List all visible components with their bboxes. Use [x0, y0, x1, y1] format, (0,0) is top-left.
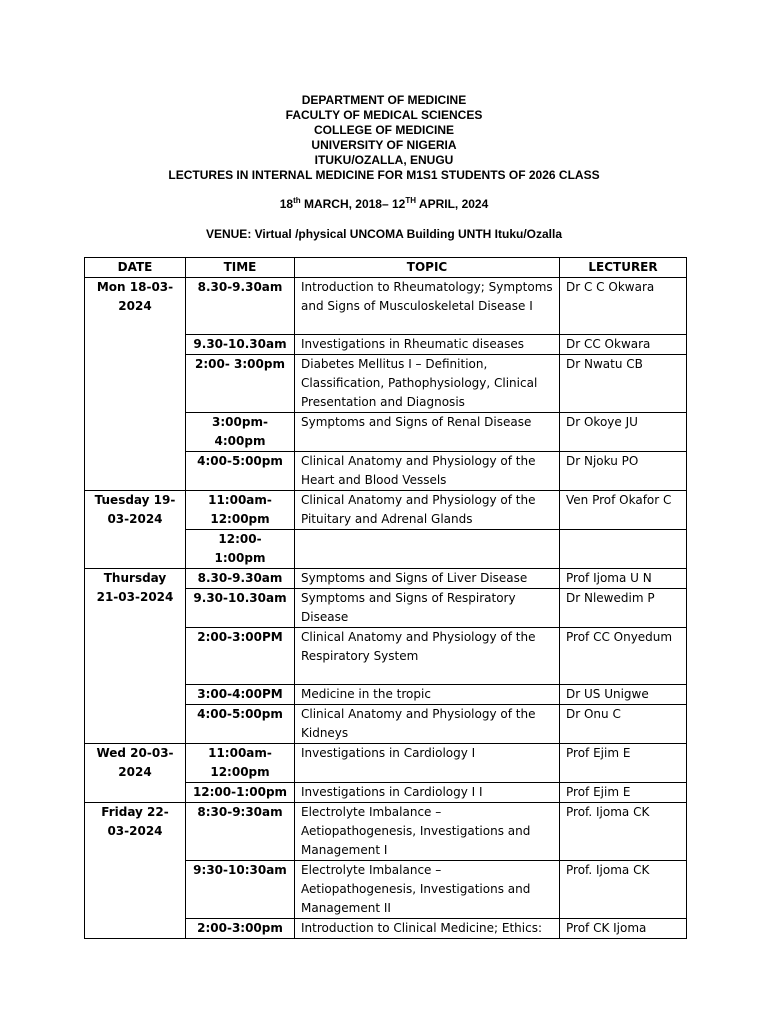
table-row: [85, 569, 687, 589]
time-cell: 2:00-3:00pm: [186, 919, 295, 939]
time-cell: 12:00-1:00pm: [186, 783, 295, 803]
topic-cell: Introduction to Clinical Medicine; Ethics:: [295, 919, 560, 939]
topic-cell: Electrolyte Imbalance – Aetiopathogenesis, Investigations and Management II: [295, 861, 560, 919]
time-cell: 2:00-3:00PM: [186, 628, 295, 685]
lecturer-cell: Dr CC Okwara: [560, 335, 687, 355]
start-day: 18: [279, 197, 294, 211]
table-row: [85, 803, 687, 861]
time-cell: 8.30-9.30am: [186, 569, 295, 589]
lecturer-cell: Prof Ejim E: [560, 783, 687, 803]
time-cell: 8:30-9:30am: [186, 803, 295, 861]
time-cell: 9.30-10.30am: [186, 335, 295, 355]
lecturer-cell: Prof Ijoma U N: [560, 569, 687, 589]
time-cell: 3:00pm-4:00pm: [186, 413, 295, 452]
lecturer-cell: Dr C C Okwara: [560, 278, 687, 335]
location-title: ITUKU/OZALLA, ENUGU: [314, 153, 454, 167]
topic-cell: Symptoms and Signs of Renal Disease: [295, 413, 560, 452]
schedule-body: [85, 278, 687, 939]
lecturer-cell: Dr Okoye JU: [560, 413, 687, 452]
faculty-title: FACULTY OF MEDICAL SCIENCES: [285, 108, 483, 122]
topic-cell: Investigations in Cardiology I I: [295, 783, 560, 803]
lecturer-cell: Dr Nlewedim P: [560, 589, 687, 628]
lecturer-cell: Prof CK Ijoma: [560, 919, 687, 939]
table-header-row: [85, 258, 687, 278]
time-cell: 12:00- 1:00pm: [186, 530, 295, 569]
time-cell: 3:00-4:00PM: [186, 685, 295, 705]
lecturer-cell: Prof Ejim E: [560, 744, 687, 783]
date-cell: Thursday 21-03-2024: [85, 569, 186, 744]
time-cell: 8.30-9.30am: [186, 278, 295, 335]
date-cell: Mon 18-03-2024: [85, 278, 186, 491]
lecturer-cell: Dr Nwatu CB: [560, 355, 687, 413]
start-month-end-day: MARCH, 2018– 12: [300, 197, 406, 211]
date-range: [0, 196, 768, 211]
date-cell: Friday 22-03-2024: [85, 803, 186, 939]
lecturer-cell: Dr Njoku PO: [560, 452, 687, 491]
time-cell: 11:00am-12:00pm: [186, 491, 295, 530]
topic-cell: Investigations in Cardiology I: [295, 744, 560, 783]
document-header: [0, 93, 768, 183]
college-title: COLLEGE OF MEDICINE: [313, 123, 454, 137]
time-cell: 4:00-5:00pm: [186, 452, 295, 491]
column-header-date: DATE: [85, 258, 186, 278]
topic-cell: [295, 530, 560, 569]
lecturer-cell: Prof. Ijoma CK: [560, 861, 687, 919]
time-cell: 9.30-10.30am: [186, 589, 295, 628]
topic-cell: Clinical Anatomy and Physiology of the Kidneys: [295, 705, 560, 744]
topic-cell: Clinical Anatomy and Physiology of the Respiratory System: [295, 628, 560, 685]
lecturer-cell: Prof. Ijoma CK: [560, 803, 687, 861]
lecture-schedule-table: [84, 257, 687, 939]
topic-cell: Electrolyte Imbalance – Aetiopathogenesis, Investigations and Management I: [295, 803, 560, 861]
table-row: [85, 744, 687, 783]
lecturer-cell: Prof CC Onyedum: [560, 628, 687, 685]
date-cell: Wed 20-03-2024: [85, 744, 186, 803]
table-row: [85, 491, 687, 530]
topic-cell: Introduction to Rheumatology; Symptoms and Signs of Musculoskeletal Disease I: [295, 278, 560, 335]
department-title: DEPARTMENT OF MEDICINE: [301, 93, 467, 107]
time-cell: 2:00- 3:00pm: [186, 355, 295, 413]
topic-cell: Diabetes Mellitus I – Definition, Classification, Pathophysiology, Clinical Presentation and Diagnosis: [295, 355, 560, 413]
venue-line: VENUE: Virtual /physical UNCOMA Building UNTH Ituku/Ozalla: [205, 227, 563, 241]
column-header-time: TIME: [186, 258, 295, 278]
topic-cell: Investigations in Rheumatic diseases: [295, 335, 560, 355]
end-month: APRIL, 2024: [416, 197, 489, 211]
time-cell: 9:30-10:30am: [186, 861, 295, 919]
topic-cell: Clinical Anatomy and Physiology of the Heart and Blood Vessels: [295, 452, 560, 491]
topic-cell: Symptoms and Signs of Liver Disease: [295, 569, 560, 589]
time-cell: 4:00-5:00pm: [186, 705, 295, 744]
end-day-suffix: TH: [405, 196, 417, 205]
lecturer-cell: Ven Prof Okafor C: [560, 491, 687, 530]
university-title: UNIVERSITY OF NIGERIA: [311, 138, 457, 152]
time-cell: 11:00am-12:00pm: [186, 744, 295, 783]
start-day-suffix: th: [293, 196, 301, 205]
column-header-lecturer: LECTURER: [560, 258, 687, 278]
lecturer-cell: Dr Onu C: [560, 705, 687, 744]
lecturer-cell: Dr US Unigwe: [560, 685, 687, 705]
topic-cell: Medicine in the tropic: [295, 685, 560, 705]
table-row: [85, 278, 687, 335]
lectures-title: LECTURES IN INTERNAL MEDICINE FOR M1S1 STUDENTS OF 2026 CLASS: [168, 168, 600, 182]
column-header-topic: TOPIC: [295, 258, 560, 278]
lecturer-cell: [560, 530, 687, 569]
topic-cell: Clinical Anatomy and Physiology of the Pituitary and Adrenal Glands: [295, 491, 560, 530]
topic-cell: Symptoms and Signs of Respiratory Disease: [295, 589, 560, 628]
date-cell: Tuesday 19-03-2024: [85, 491, 186, 569]
